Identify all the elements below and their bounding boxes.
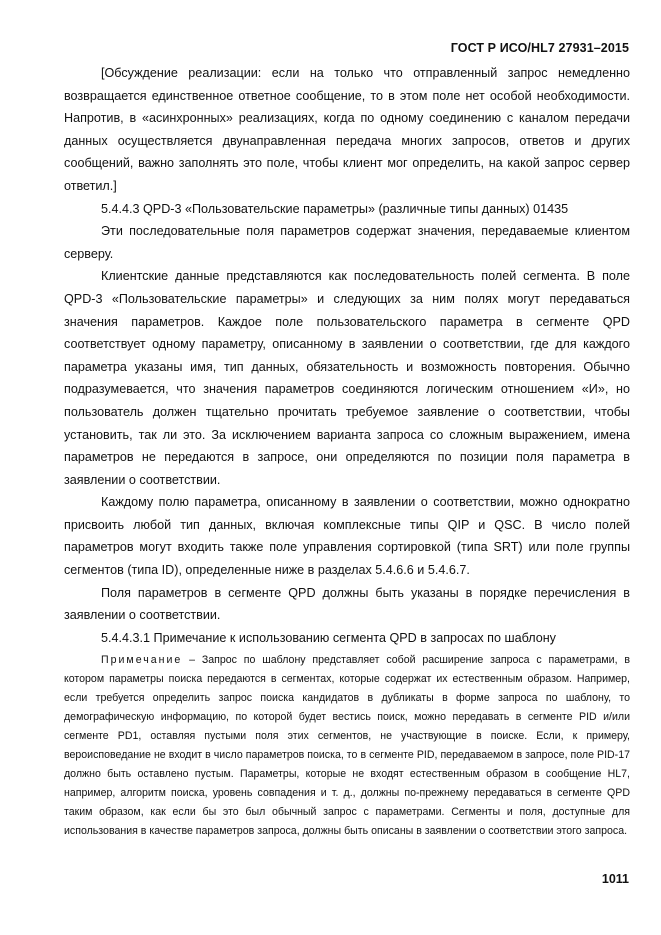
parameters-intro-paragraph: Эти последовательные поля параметров содержат значения, передаваемые клиентом серверу. bbox=[64, 224, 630, 261]
document-header: ГОСТ Р ИСО/HL7 27931–2015 bbox=[450, 41, 629, 55]
section-heading-5-4-4-3: 5.4.4.3 QPD-3 «Пользовательские параметры» (различные типы данных) 01435 bbox=[101, 201, 569, 216]
data-types-paragraph: Каждому полю параметра, описанному в заявлении о соответствии, можно однократно присвоить любой тип данных, включая комплексные типы QIP и QSC. В число полей параметров могут входить также поле управления сортировкой (типа SRT) или поле группы сегментов (типа ID), определенные ниже в разделах 5.4.6.6 и 5.4.6.7. bbox=[64, 495, 630, 578]
section-heading-5-4-4-3-1: 5.4.4.3.1 Примечание к использованию сегмента QPD в запросах по шаблону bbox=[101, 630, 556, 645]
note-text: – Запрос по шаблону представляет собой расширение запроса с параметрами, в котором параметры поиска передаются в сегментах, которые содержат их естественным образом. Например, если требуется определить запрос поиска кандидатов в дубликаты в форме запроса по шаблону, то демографическую информацию, по которой будет вестись поиск, можно передавать в сегменте PID и/или сегменте PD1, оставляя пустыми поля этих сегментов, не участвующие в поиске. Если, к примеру, вероисповедание не входит в число параметров поиска, то в сегменте PID, передаваемом в запросе, поле PID-17 должно быть оставлено пустым. Параметры, которые не входят естественным образом в сообщение HL7, например, алгоритм поиска, уровень совпадения и т. д., должны по-прежнему передаваться в сегменте QPD таким образом, как если бы это был обычный запрос с параметрами. Сегменты и поля, доступные для использования в качестве параметров запроса, должны быть описаны в заявлении о соответствии этого запроса. bbox=[64, 654, 630, 837]
implementation-discussion-paragraph: [Обсуждение реализации: если на только что отправленный запрос немедленно возвращается единственное ответное сообщение, то в этом поле нет особой необходимости. Напротив, в «асинхронных» реализациях, когда по одному соединению с каналом передачи данных осуществляется двунаправленная передача многих запросов, ответов и других сообщений, важно заполнять это поле, чтобы клиент мог определить, на какой запрос сервер ответил.] bbox=[64, 66, 630, 193]
page-body bbox=[64, 62, 630, 841]
note-paragraph bbox=[64, 651, 630, 840]
page-number: 1011 bbox=[601, 872, 629, 886]
note-label: Примечание bbox=[101, 654, 183, 667]
note-block bbox=[64, 651, 630, 840]
parameter-order-paragraph: Поля параметров в сегменте QPD должны быть указаны в порядке перечисления в заявлении о соответствии. bbox=[64, 585, 630, 623]
client-data-paragraph: Клиентские данные представляются как последовательность полей сегмента. В поле QPD-3 «Пользовательские параметры» и следующих за ним полях могут передаваться значения параметров. Каждое поле пользовательского параметра в сегменте QPD соответствует одному параметру, описанному в заявлении о соответствии, где для каждого параметра указаны имя, тип данных, обязательность и возможность повторения. Обычно подразумевается, что значения параметров соединяются логическим отношением «И», но пользователь должен тщательно прочитать требуемое заявление о соответствии, чтобы установить, так ли это. За исключением варианта запроса со сложным выражением, имена параметров не передаются в запросе, они определяются по позиции поля параметра в заявлении о соответствии. bbox=[64, 269, 630, 487]
